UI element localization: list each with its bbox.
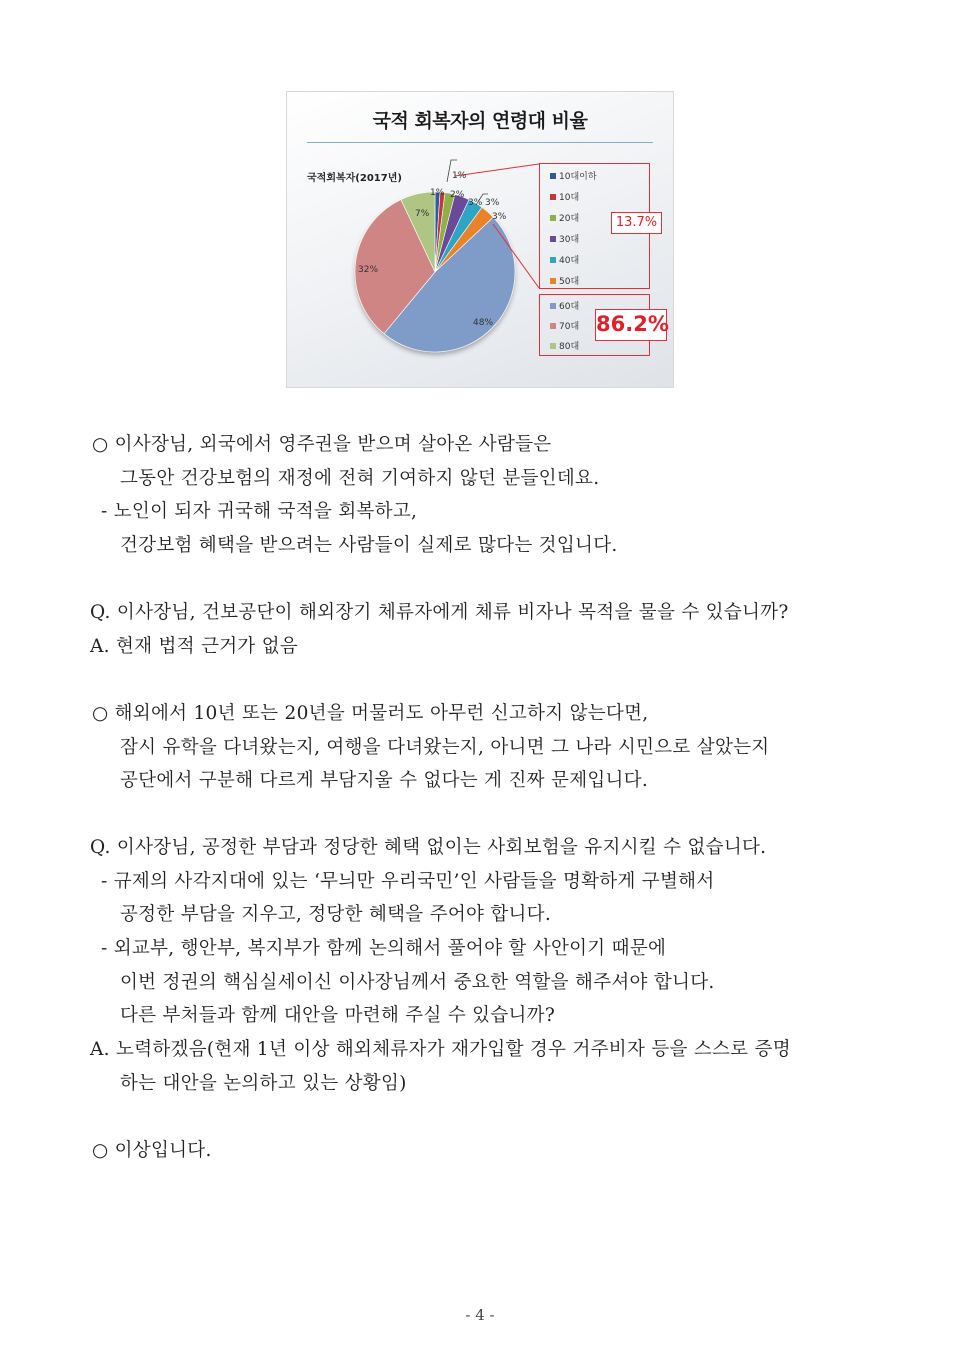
- paragraph-line: 잠시 유학을 다녀왔는지, 여행을 다녀왔는지, 아니면 그 나라 시민으로 살았는지: [120, 737, 770, 758]
- legend-label: 10대이하: [559, 172, 597, 182]
- young-group-percent: 13.7%: [611, 212, 662, 234]
- legend-item: [550, 190, 579, 203]
- pie-slices: [355, 192, 515, 352]
- paragraph-line: ○ 이사장님, 외국에서 영주권을 받으며 살아온 사람들은: [92, 434, 552, 455]
- paragraph-line: 이번 정권의 핵심실세이신 이사장님께서 중요한 역할을 해주셔야 합니다.: [120, 972, 715, 993]
- paragraph-line: - 외교부, 행안부, 복지부가 함께 논의해서 풀어야 할 사안이기 때문에: [101, 938, 667, 959]
- page-number: - 4 -: [465, 1306, 495, 1324]
- legend-swatch: [550, 173, 556, 179]
- slice-label-10s: 1%: [452, 171, 467, 181]
- paragraph-line: - 노인이 되자 귀국해 국적을 회복하고,: [101, 501, 418, 522]
- question-line: Q. 이사장님, 공정한 부담과 정당한 혜택 없이는 사회보험을 유지시킬 수 없습니다.: [90, 837, 767, 858]
- legend-label: 80대: [559, 342, 580, 352]
- chart-title: 국적 회복자의 연령대 비율: [372, 110, 588, 132]
- legend-swatch: [550, 236, 556, 242]
- legend-item: [550, 299, 579, 312]
- old-group-percent: 86.2%: [595, 309, 667, 341]
- legend-swatch: [550, 303, 556, 309]
- legend-label: 20대: [559, 214, 580, 224]
- legend-item: [550, 339, 579, 352]
- legend-group-young: [539, 163, 658, 289]
- legend-swatch: [550, 257, 556, 263]
- legend-item: [550, 253, 579, 266]
- slice-label-70s: 32%: [358, 265, 379, 275]
- paragraph-line: - 규제의 사각지대에 있는 ‘무늬만 우리국민’인 사람들을 명확하게 구별해서: [101, 871, 715, 892]
- legend-swatch: [550, 194, 556, 200]
- paragraph-line: 다른 부처들과 함께 대안을 마련해 주실 수 있습니까?: [120, 1005, 556, 1026]
- legend-item: [550, 169, 597, 182]
- chart-subtitle: 국적회복자(2017년): [307, 173, 402, 184]
- slice-label-60s: 48%: [473, 318, 494, 328]
- legend-swatch: [550, 278, 556, 284]
- legend-item: [550, 274, 579, 287]
- legend-group-old: [539, 294, 669, 356]
- legend-item: [550, 232, 579, 245]
- slice-label-40s: 3%: [485, 198, 500, 208]
- legend-label: 50대: [559, 277, 580, 287]
- legend-swatch: [550, 343, 556, 349]
- legend-swatch: [550, 215, 556, 221]
- question-line: Q. 이사장님, 건보공단이 해외장기 체류자에게 체류 비자나 목적을 물을 수 있습니까?: [90, 602, 789, 623]
- slice-label-20s: 2%: [450, 190, 465, 200]
- paragraph-line: 공단에서 구분해 다르게 부담지울 수 없다는 게 진짜 문제입니다.: [120, 770, 649, 791]
- paragraph-line: ○ 해외에서 10년 또는 20년을 머물러도 아무런 신고하지 않는다면,: [92, 703, 649, 724]
- legend-label: 70대: [559, 322, 580, 332]
- paragraph-line: 건강보험 혜택을 받으려는 사람들이 실제로 많다는 것입니다.: [120, 535, 618, 556]
- legend-label: 10대: [559, 193, 580, 203]
- slice-label-30s: 3%: [468, 198, 483, 208]
- slice-label-80s: 7%: [415, 209, 430, 219]
- legend-item: [550, 211, 579, 224]
- legend-swatch: [550, 323, 556, 329]
- legend-label: 40대: [559, 256, 580, 266]
- paragraph-line: 공정한 부담을 지우고, 정당한 혜택을 주어야 합니다.: [120, 904, 552, 925]
- paragraph-line: 그동안 건강보험의 재정에 전혀 기여하지 않던 분들인데요.: [120, 468, 600, 489]
- legend-item: [550, 319, 579, 332]
- closing-line: ○ 이상입니다.: [92, 1140, 212, 1161]
- answer-line: A. 노력하겠음(현재 1년 이상 해외체류자가 재가입할 경우 거주비자 등을 스스로 증명: [90, 1039, 791, 1060]
- legend-label: 60대: [559, 302, 580, 312]
- answer-line: 하는 대안을 논의하고 있는 상황임): [120, 1073, 407, 1094]
- callout-line-top: [455, 164, 539, 176]
- legend-label: 30대: [559, 235, 580, 245]
- slice-label-10s-under: 1%: [430, 188, 445, 198]
- answer-line: A. 현재 법적 근거가 없음: [90, 636, 299, 657]
- pie-chart-image: [286, 91, 674, 388]
- slice-label-50s: 3%: [492, 212, 507, 222]
